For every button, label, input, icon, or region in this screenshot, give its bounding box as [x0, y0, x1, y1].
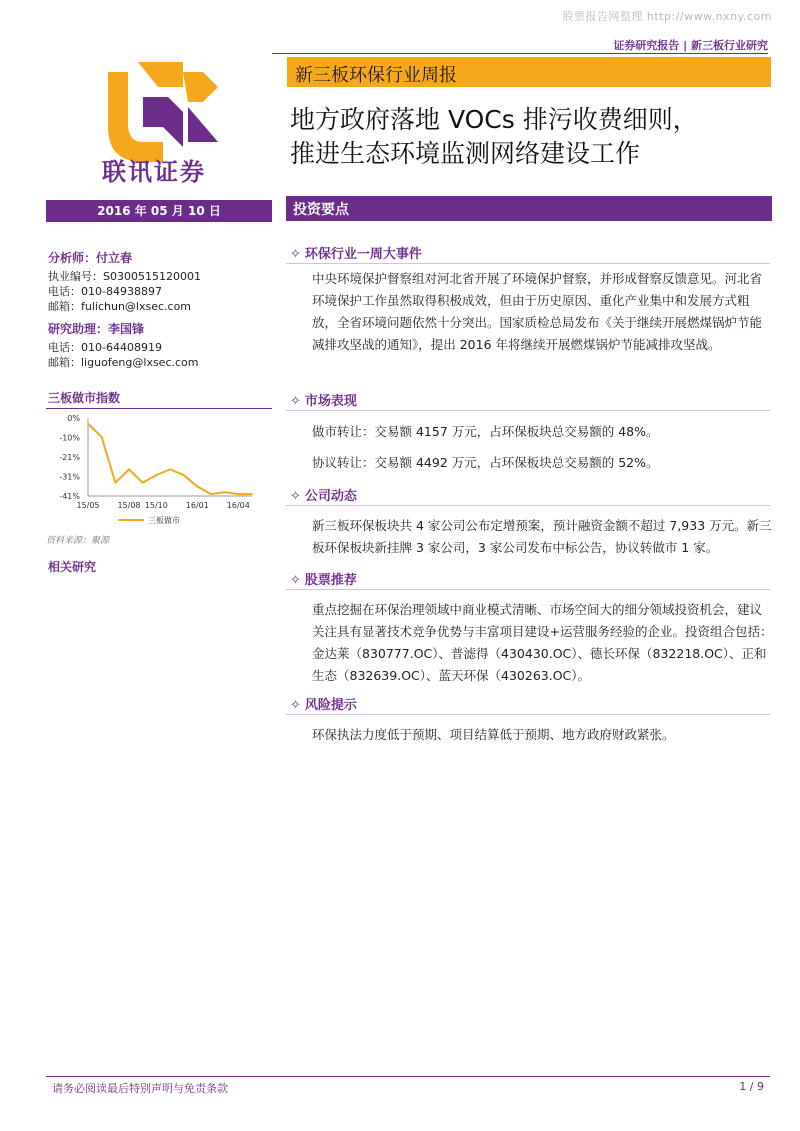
report-date: 2016 年 05 月 10 日	[46, 200, 272, 222]
page-number: 1 / 9	[739, 1080, 764, 1093]
data-point	[238, 493, 240, 495]
footer-divider	[46, 1076, 770, 1077]
key-points-bar	[286, 196, 772, 221]
y-tick-label: -41%	[59, 492, 80, 501]
index-chart-title: 三板做市指数	[48, 391, 121, 405]
section-heading-text: 环保行业一周大事件	[304, 247, 422, 262]
data-point	[128, 469, 130, 471]
header-divider	[272, 53, 768, 54]
section-heading-text: 股票推荐	[304, 573, 357, 588]
section-divider	[286, 714, 770, 715]
data-point	[224, 491, 226, 493]
assistant-name: 研究助理：李国锋	[48, 322, 145, 336]
key-points-title: 投资要点	[293, 202, 349, 218]
brand-name: 联讯证券	[102, 157, 206, 186]
data-point	[156, 474, 158, 476]
analyst-name: 分析师：付立春	[48, 251, 133, 265]
section-heading	[290, 390, 357, 409]
section-heading	[290, 694, 357, 713]
y-tick-label: -31%	[59, 472, 80, 482]
x-tick-label: 15/10	[144, 501, 168, 510]
analyst-license: 执业编号：S0300515120001	[48, 270, 201, 283]
data-point	[87, 423, 89, 425]
index-line-chart	[46, 408, 272, 530]
report-type-tags: 证券研究报告 | 新三板行业研究	[613, 39, 768, 52]
data-point	[101, 436, 103, 438]
analyst-phone: 电话：010-84938897	[48, 285, 162, 298]
diamond-bullet-icon: ✧	[290, 698, 301, 713]
section-paragraph: 做市转让：交易额 4157 万元，占环保板块总交易额的 48%。	[312, 424, 659, 439]
y-tick-label: 0%	[67, 414, 80, 423]
x-tick-label: 16/04	[226, 501, 250, 510]
assistant-phone: 电话：010-64408919	[48, 341, 162, 354]
section-heading	[290, 485, 357, 504]
section-paragraph: 环保执法力度低于预期、项目结算低于预期、地方政府财政紧张。	[312, 727, 675, 742]
report-title-line-1: 地方政府落地 VOCs 排污收费细则，	[290, 105, 698, 134]
data-point	[115, 482, 117, 484]
related-research-title: 相关研究	[48, 560, 97, 574]
section-paragraph: 中央环境保护督察组对河北省开展了环境保护督察，并形成督察反馈意见。河北省环境保护工作虽然取得积极成效，但由于历史原因、重化产业集中和发展方式粗放，全省环境问题依然十分突出。国家质检总局发布《关于继续开展燃煤锅炉节能减排攻坚战的通知》，提出 2016 年将继续开展燃煤锅炉节能减排攻坚战。	[312, 271, 763, 352]
chart-source: 资料来源：聚源	[46, 536, 110, 546]
y-tick-label: -21%	[59, 453, 80, 462]
assistant-block	[48, 320, 199, 370]
diamond-bullet-icon: ✧	[290, 394, 301, 409]
section-paragraph: 重点挖掘在环保治理领域中商业模式清晰、市场空间大的细分领域投资机会，建议关注具有显著技术竞争优势与丰富项目建设+运营服务经验的企业。投资组合包括：金达莱（830777.OC）、普滤得（430430.OC）、德长环保（832218.OC）、正和生态（832639.OC）、蓝天环保（430263.OC）。	[312, 602, 773, 683]
report-title	[290, 103, 780, 171]
section-divider	[286, 589, 770, 590]
section-heading-text: 市场表现	[304, 394, 357, 409]
data-point	[210, 493, 212, 495]
report-title-line-2: 推进生态环境监测网络建设工作	[290, 139, 641, 168]
section-heading-text: 风险提示	[304, 698, 357, 713]
section-divider	[286, 263, 770, 264]
data-point	[142, 482, 144, 484]
section-divider	[286, 410, 770, 411]
data-point	[169, 469, 171, 471]
section-heading-text: 公司动态	[304, 489, 357, 504]
diamond-bullet-icon: ✧	[290, 489, 301, 504]
legend-label: 三板做市	[148, 516, 180, 525]
series-line	[88, 424, 252, 494]
x-tick-label: 16/01	[185, 501, 209, 510]
section-paragraph: 协议转让：交易额 4492 万元，占环保板块总交易额的 52%。	[312, 455, 659, 470]
series-title: 新三板环保行业周报	[295, 65, 457, 86]
footer-disclaimer: 请务必阅读最后特别声明与免责条款	[52, 1082, 228, 1095]
x-tick-label: 15/08	[117, 501, 141, 510]
section-heading	[290, 243, 422, 262]
data-point	[251, 493, 253, 495]
data-point	[197, 486, 199, 488]
section-paragraph: 新三板环保板块共 4 家公司公布定增预案，预计融资金额不超过 7,933 万元。新三板环保板块新挂牌 3 家公司，3 家公司发布中标公告，协议转做市 1 家。	[312, 518, 772, 555]
diamond-bullet-icon: ✧	[290, 573, 301, 588]
y-tick-label: -10%	[59, 433, 80, 443]
x-tick-label: 15/05	[76, 501, 100, 510]
analyst-email[interactable]: 邮箱：fulichun@lxsec.com	[48, 300, 192, 313]
diamond-bullet-icon: ✧	[290, 247, 301, 262]
data-point	[183, 474, 185, 476]
assistant-email[interactable]: 邮箱：liguofeng@lxsec.com	[48, 356, 199, 369]
section-heading	[290, 569, 357, 588]
analyst-block	[48, 249, 201, 314]
section-divider	[286, 505, 770, 506]
watermark: 股票报告网整理 http://www.nxny.com	[562, 10, 772, 23]
